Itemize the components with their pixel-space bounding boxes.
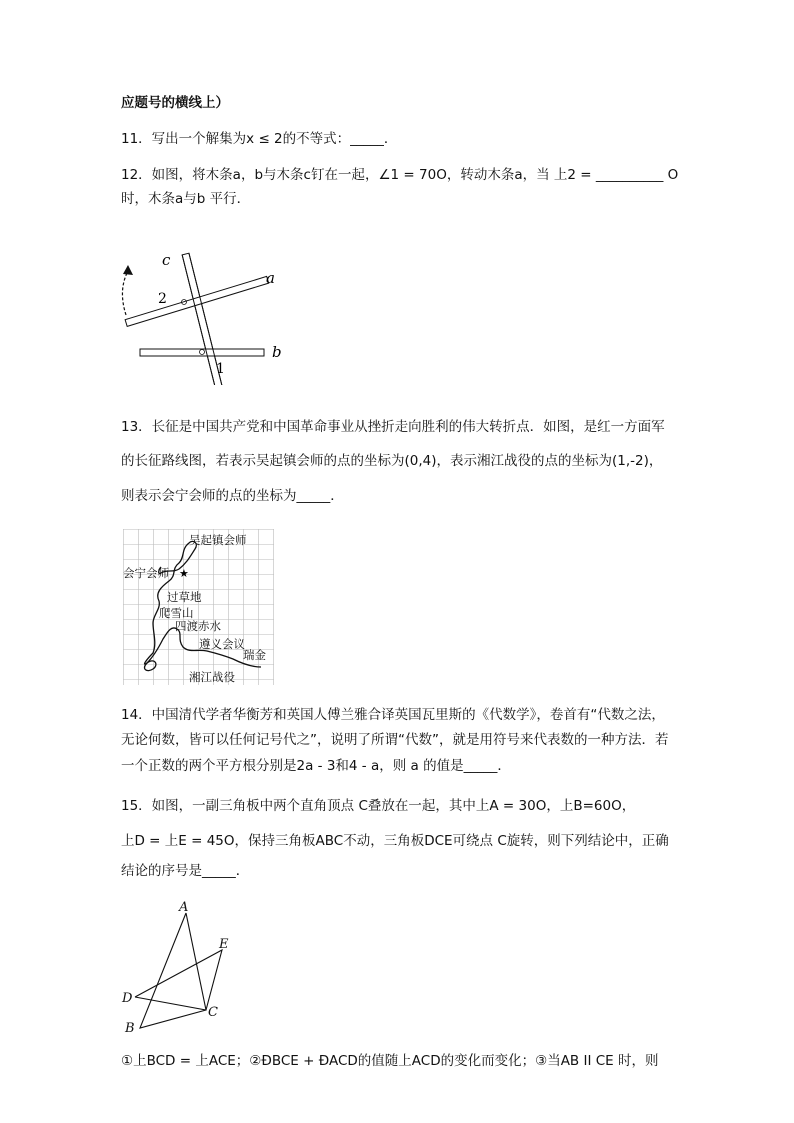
- question-12-line1: 12．如图，将木条a，b与木条c钉在一起，∠1 = 70O，转动木条a，当 上2 = __________ O: [121, 167, 679, 183]
- question-14-line1: 14．中国清代学者华衡芳和英国人傅兰雅合译英国瓦里斯的《代数学》，卷首有“代数之法，: [121, 707, 665, 723]
- triangles-figure: [118, 898, 246, 1038]
- triangle-abc: [140, 913, 206, 1028]
- question-13-line1: 13．长征是中国共产党和中国革命事业从挫折走向胜利的伟大转折点．如图，是红一方面军: [121, 419, 665, 435]
- vertex-E: E: [219, 937, 229, 952]
- label-b: b: [272, 343, 282, 361]
- vertex-A: A: [179, 900, 189, 915]
- label-c: c: [162, 251, 171, 269]
- section-header: 应题号的横线上）: [121, 95, 229, 111]
- question-15-line3: 结论的序号是_____．: [121, 863, 250, 879]
- wood-strips-figure: [110, 245, 300, 385]
- map-label-xiangjiang: 湘江战役: [189, 670, 235, 684]
- question-14-line2: 无论何数，皆可以任何记号代之”，说明了所谓“代数”，就是用符号来代表数的一种方法．若: [121, 732, 669, 748]
- arrow-head-icon: [123, 265, 133, 275]
- vertex-B: B: [125, 1021, 135, 1036]
- map-label-caodi: 过草地: [167, 590, 202, 604]
- question-15-line2: 上D = 上E = 45O，保持三角板ABC不动，三角板DCE可绕点 C旋转，则下列结论中，正确: [121, 833, 669, 849]
- question-11: 11．写出一个解集为x ≤ 2的不等式：_____．: [121, 131, 398, 147]
- label-a: a: [266, 269, 275, 287]
- question-15-line4: ①上BCD = 上ACE；②ÐBCE + ÐACD的值随上ACD的变化而变化；③当AB II CE 时，则: [121, 1053, 659, 1069]
- map-label-ruijin: 瑞金: [243, 648, 266, 662]
- question-13-line2: 的长征路线图，若表示吴起镇会师的点的坐标为(0,4)，表示湘江战役的点的坐标为(1,-2)，: [121, 453, 663, 469]
- triangle-dce: [135, 950, 222, 1010]
- long-march-map: [123, 529, 275, 686]
- map-label-chishui: 四渡赤水: [175, 619, 221, 633]
- map-label-huining: 会宁会师: [123, 566, 169, 580]
- question-15-line1: 15．如图，一副三角板中两个直角顶点 C叠放在一起，其中上A = 30O，上B=60O，: [121, 798, 636, 814]
- question-12-line2: 时，木条a与b 平行．: [121, 191, 251, 207]
- rotation-arrow: [122, 271, 128, 315]
- map-label-xueshan: 爬雪山: [159, 606, 194, 620]
- question-13-line3: 则表示会宁会师的点的坐标为_____．: [121, 488, 344, 504]
- question-14-line3: 一个正数的两个平方根分别是2a - 3和4 - a，则 a 的值是_____．: [121, 758, 511, 774]
- strip-b: [140, 349, 264, 356]
- vertex-D: D: [122, 991, 133, 1006]
- star-icon: ★: [179, 567, 189, 580]
- label-angle-1: 1: [216, 361, 225, 377]
- vertex-C: C: [208, 1005, 218, 1020]
- map-label-wuqi: 吴起镇会师: [189, 533, 247, 547]
- label-angle-2: 2: [158, 291, 167, 307]
- map-label-zunyi: 遵义会议: [199, 637, 245, 651]
